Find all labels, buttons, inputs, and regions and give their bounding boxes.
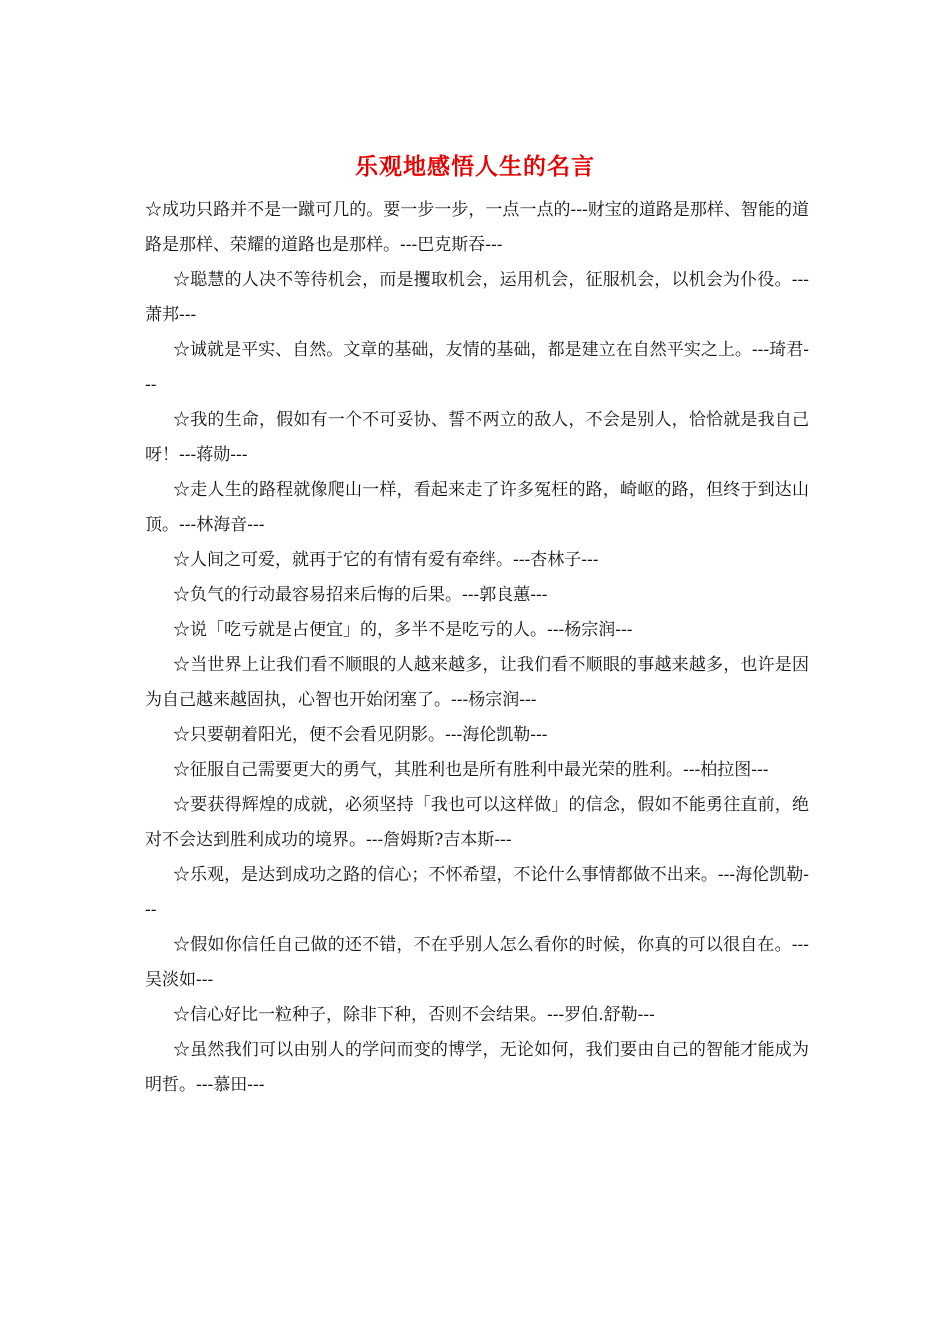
- quote-paragraph: ☆我的生命，假如有一个不可妥协、誓不两立的敌人，不会是别人，恰恰就是我自己呀！---蒋勋---: [145, 410, 809, 465]
- quote-paragraph: ☆人间之可爱，就再于它的有情有爱有牵绊。---杏林子---: [173, 550, 599, 570]
- quote-paragraph: ☆乐观，是达到成功之路的信心；不怀希望，不论什么事情都做不出来。---海伦凯勒---: [145, 865, 809, 920]
- quote-paragraph: ☆聪慧的人决不等待机会，而是攫取机会，运用机会，征服机会，以机会为仆役。---萧邦---: [145, 270, 809, 325]
- quote-paragraph: ☆成功只路并不是一蹴可几的。要一步一步，一点一点的---财宝的道路是那样、智能的道路是那样、荣耀的道路也是那样。---巴克斯吞---: [145, 200, 809, 255]
- quote-paragraph: ☆要获得辉煌的成就，必须坚持「我也可以这样做」的信念，假如不能勇往直前，绝对不会达到胜利成功的境界。---詹姆斯?吉本斯---: [145, 795, 809, 850]
- quote-paragraph: ☆诚就是平实、自然。文章的基础，友情的基础，都是建立在自然平实之上。---琦君---: [145, 340, 809, 395]
- quote-list: [145, 193, 809, 1103]
- quote-paragraph: ☆征服自己需要更大的勇气，其胜利也是所有胜利中最光荣的胜利。---柏拉图---: [173, 760, 769, 780]
- quote-paragraph: ☆只要朝着阳光，便不会看见阴影。---海伦凯勒---: [173, 725, 548, 745]
- quote-paragraph: ☆说「吃亏就是占便宜」的，多半不是吃亏的人。---杨宗润---: [173, 620, 633, 640]
- quote-paragraph: ☆虽然我们可以由别人的学问而变的博学，无论如何，我们要由自己的智能才能成为明哲。---慕田---: [145, 1040, 809, 1095]
- quote-paragraph: ☆信心好比一粒种子，除非下种，否则不会结果。---罗伯.舒勒---: [173, 1005, 655, 1025]
- quote-paragraph: ☆当世界上让我们看不顺眼的人越来越多，让我们看不顺眼的事越来越多，也许是因为自己越来越固执，心智也开始闭塞了。---杨宗润---: [145, 655, 809, 710]
- quote-paragraph: ☆假如你信任自己做的还不错，不在乎别人怎么看你的时候，你真的可以很自在。---吴淡如---: [145, 935, 809, 990]
- quote-paragraph: ☆负气的行动最容易招来后悔的后果。---郭良蕙---: [173, 585, 548, 605]
- quote-paragraph: ☆走人生的路程就像爬山一样，看起来走了许多冤枉的路，崎岖的路，但终于到达山顶。---林海音---: [145, 480, 809, 535]
- document-title: 乐观地感悟人生的名言: [355, 153, 595, 180]
